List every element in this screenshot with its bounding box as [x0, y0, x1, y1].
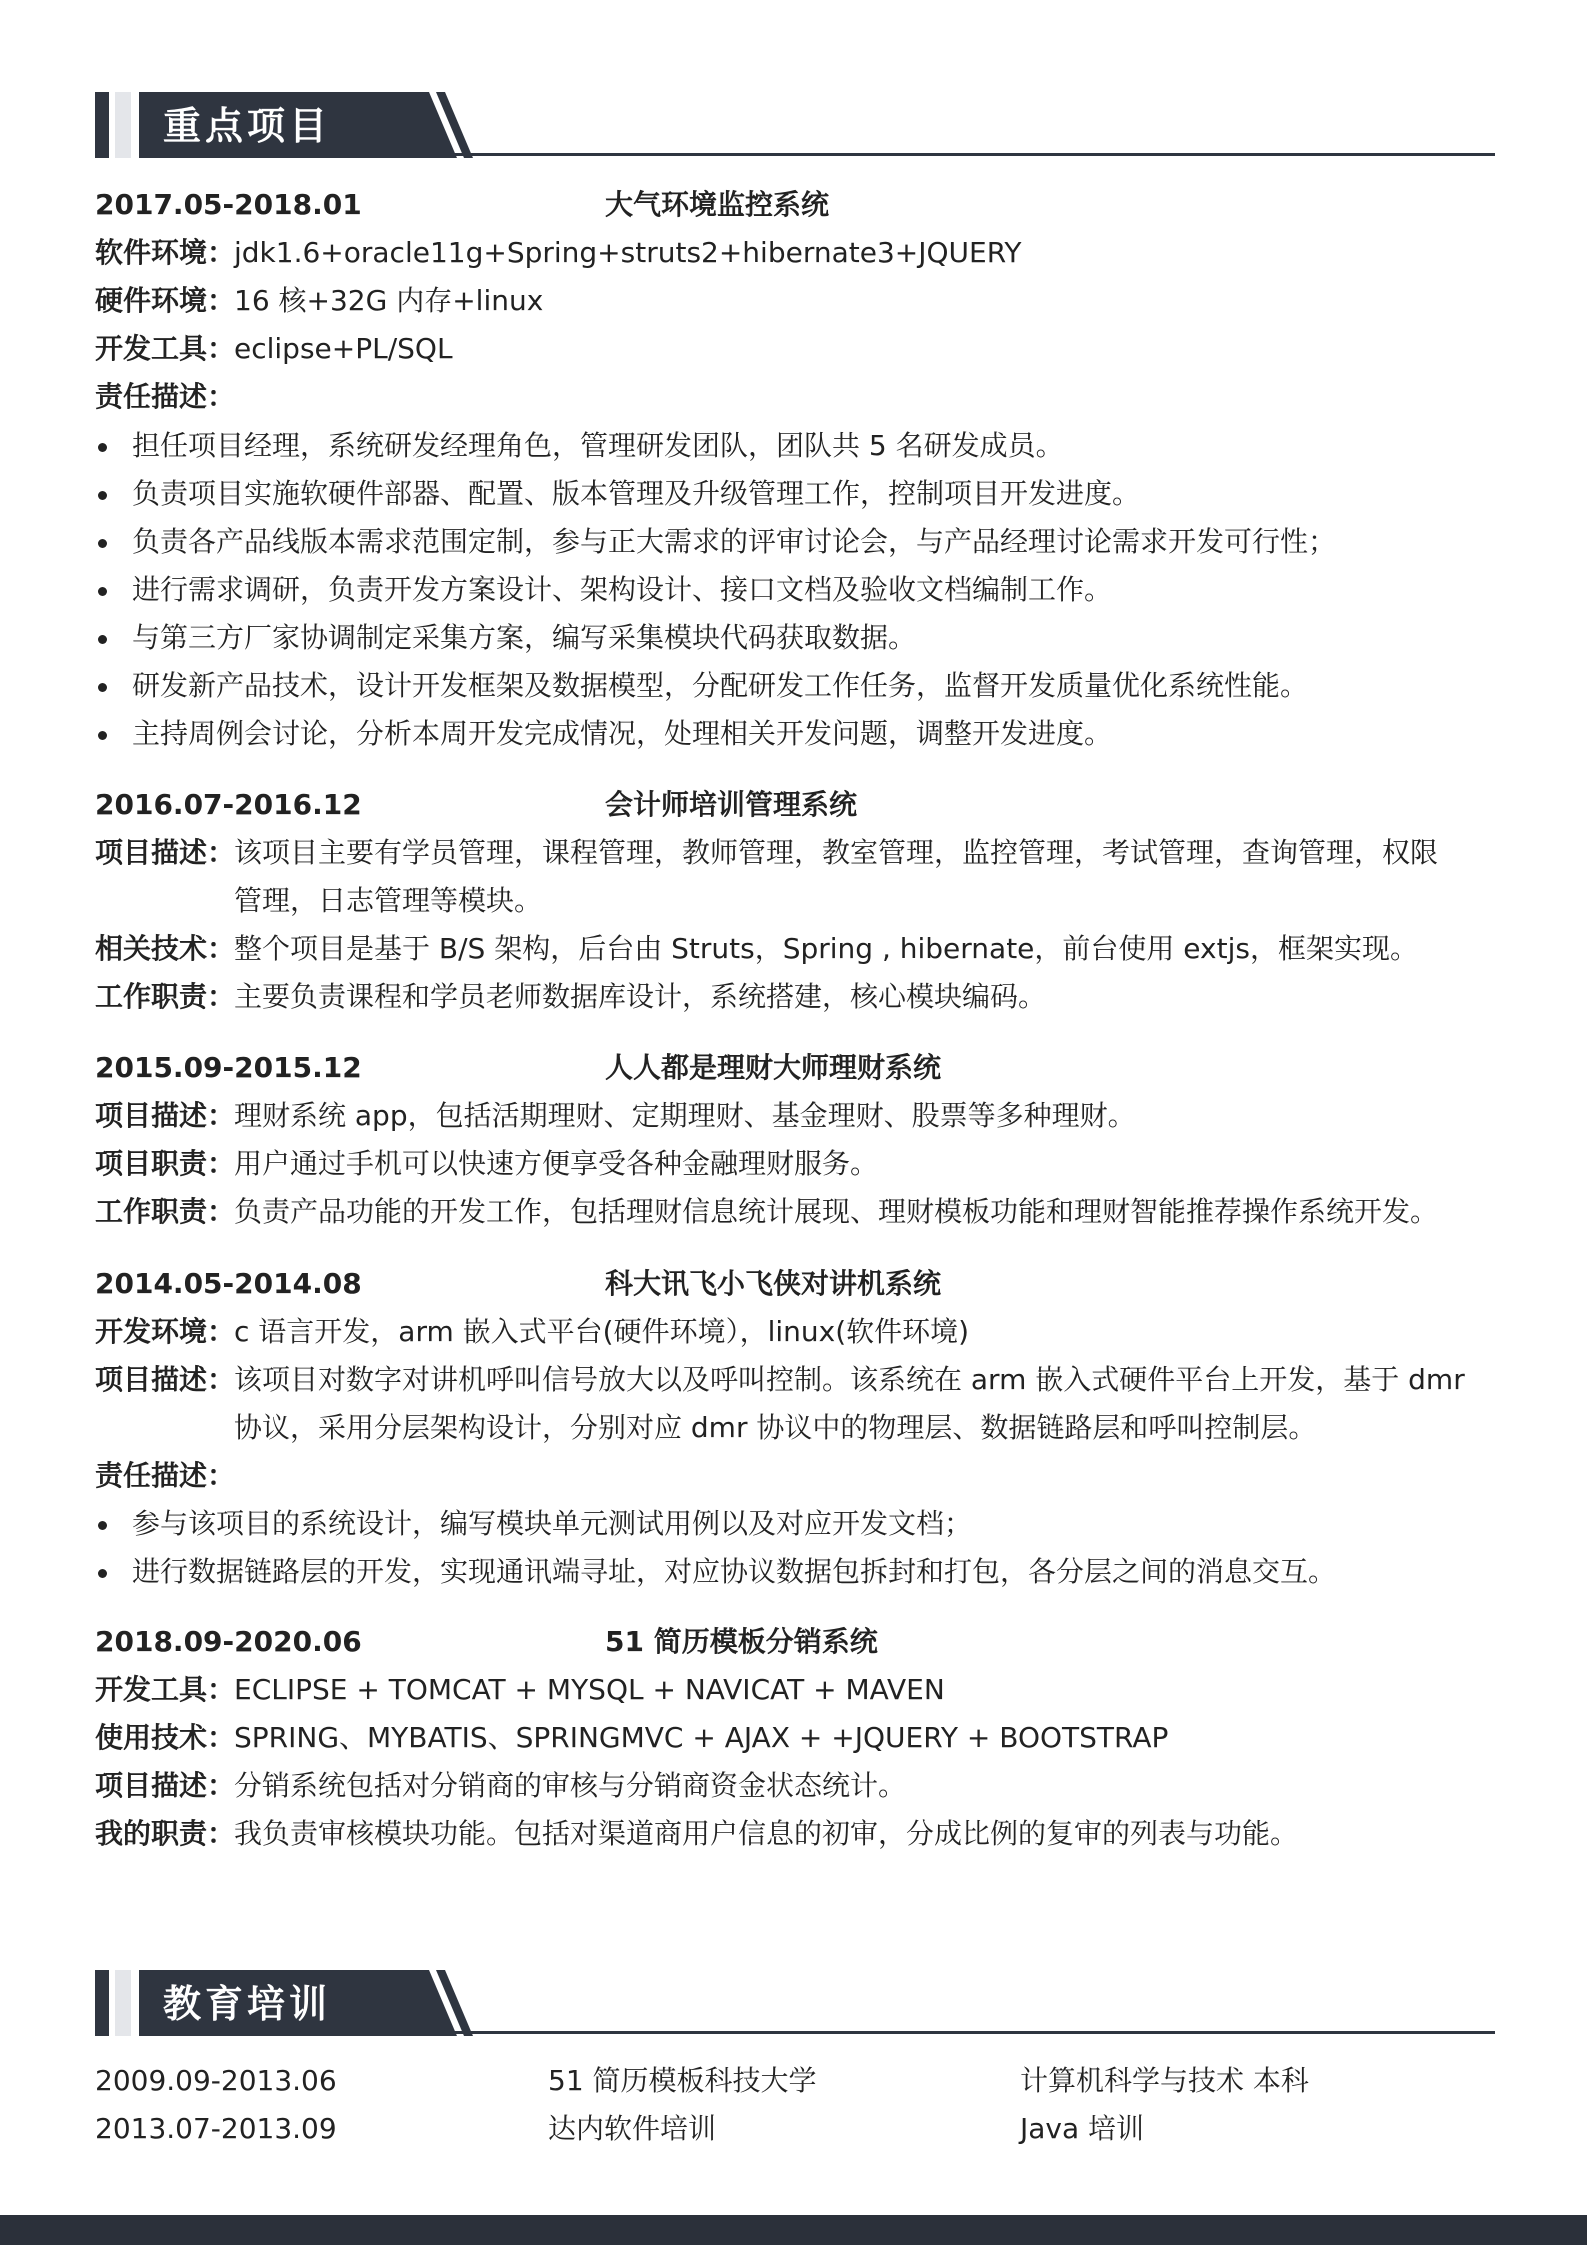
field-label: 工作职责：: [95, 1195, 236, 1228]
project-date: 2017.05-2018.01: [95, 188, 362, 221]
field-label: 项目描述：: [95, 836, 236, 869]
field-value: 16 核+32G 内存+linux: [234, 284, 544, 317]
header-rule: [429, 153, 1495, 156]
list-item: 参与该项目的系统设计，编写模块单元测试用例以及对应开发文档；: [132, 1507, 973, 1540]
field-value: 主要负责课程和学员老师数据库设计，系统搭建，核心模块编码。: [234, 980, 1047, 1013]
field-label: 开发环境：: [95, 1315, 236, 1348]
field-value: 整个项目是基于 B/S 架构，后台由 Struts，Spring , hibernate，前台使用 extjs，框架实现。: [234, 932, 1418, 965]
footer-bar: [0, 2215, 1587, 2245]
education-major: Java 培训: [1020, 2112, 1145, 2145]
header-rule: [429, 2031, 1495, 2034]
header-accent-bar-light: [115, 92, 131, 158]
field-value: jdk1.6+oracle11g+Spring+struts2+hibernate3+JQUERY: [234, 236, 1022, 269]
field-label: 开发工具：: [95, 1673, 236, 1706]
field-label: 相关技术：: [95, 932, 236, 965]
bullet-icon: [98, 731, 107, 740]
project-title: 会计师培训管理系统: [605, 788, 858, 821]
list-item: 担任项目经理，系统研发经理角色，管理研发团队，团队共 5 名研发成员。: [132, 429, 1064, 462]
field-value: 用户通过手机可以快速方便享受各种金融理财服务。: [234, 1147, 879, 1180]
field-value: 理财系统 app，包括活期理财、定期理财、基金理财、股票等多种理财。: [234, 1099, 1136, 1132]
field-value: 该项目对数字对讲机呼叫信号放大以及呼叫控制。该系统在 arm 嵌入式硬件平台上开发，基于 dmr: [234, 1363, 1465, 1396]
project-date: 2015.09-2015.12: [95, 1051, 362, 1084]
header-accent-bar-light: [115, 1970, 131, 2036]
field-label: 开发工具：: [95, 332, 236, 365]
field-label: 软件环境：: [95, 236, 236, 269]
project-title: 51 简历模板分销系统: [605, 1625, 878, 1658]
field-label: 项目描述：: [95, 1363, 236, 1396]
bullet-icon: [98, 491, 107, 500]
bullet-icon: [98, 683, 107, 692]
section-title: 重点项目: [163, 104, 332, 148]
project-title: 人人都是理财大师理财系统: [605, 1051, 942, 1084]
education-school: 51 简历模板科技大学: [548, 2064, 817, 2097]
education-major: 计算机科学与技术 本科: [1020, 2064, 1309, 2097]
duty-label: 责任描述：: [95, 1459, 236, 1492]
field-value: eclipse+PL/SQL: [234, 332, 453, 365]
field-value: c 语言开发，arm 嵌入式平台(硬件环境），linux(软件环境): [234, 1315, 970, 1348]
field-label: 项目描述：: [95, 1099, 236, 1132]
education-date: 2013.07-2013.09: [95, 2112, 337, 2145]
header-accent-bar: [95, 92, 109, 158]
field-label: 硬件环境：: [95, 284, 236, 317]
header-accent-bar: [95, 1970, 109, 2036]
field-label: 工作职责：: [95, 980, 236, 1013]
education-date: 2009.09-2013.06: [95, 2064, 337, 2097]
project-title: 大气环境监控系统: [605, 188, 830, 221]
project-date: 2016.07-2016.12: [95, 788, 362, 821]
list-item: 主持周例会讨论，分析本周开发完成情况，处理相关开发问题，调整开发进度。: [132, 717, 1113, 750]
bullet-icon: [98, 1521, 107, 1530]
field-value: 负责产品功能的开发工作，包括理财信息统计展现、理财模板功能和理财智能推荐操作系统开发。: [234, 1195, 1439, 1228]
list-item: 与第三方厂家协调制定采集方案，编写采集模块代码获取数据。: [132, 621, 917, 654]
field-value: 我负责审核模块功能。包括对渠道商用户信息的初审，分成比例的复审的列表与功能。: [234, 1817, 1299, 1850]
field-value-continued: 管理，日志管理等模块。: [234, 884, 543, 917]
project-date: 2014.05-2014.08: [95, 1267, 362, 1300]
project-title: 科大讯飞小飞侠对讲机系统: [605, 1267, 942, 1300]
field-label: 项目描述：: [95, 1769, 236, 1802]
list-item: 进行需求调研，负责开发方案设计、架构设计、接口文档及验收文档编制工作。: [132, 573, 1113, 606]
education-section-header: [95, 1970, 1495, 2036]
section-title: 教育培训: [163, 1982, 332, 2026]
field-label: 我的职责：: [95, 1817, 236, 1850]
bullet-icon: [98, 635, 107, 644]
education-school: 达内软件培训: [548, 2112, 717, 2145]
bullet-icon: [98, 587, 107, 596]
field-label: 使用技术：: [95, 1721, 236, 1754]
list-item: 研发新产品技术，设计开发框架及数据模型，分配研发工作任务，监督开发质量优化系统性能。: [132, 669, 1309, 702]
field-label: 项目职责：: [95, 1147, 236, 1180]
field-value: 该项目主要有学员管理，课程管理，教师管理，教室管理，监控管理，考试管理，查询管理，权限: [234, 836, 1439, 869]
duty-label: 责任描述：: [95, 380, 236, 413]
bullet-icon: [98, 443, 107, 452]
list-item: 进行数据链路层的开发，实现通讯端寻址，对应协议数据包拆封和打包，各分层之间的消息交互。: [132, 1555, 1337, 1588]
bullet-icon: [98, 1569, 107, 1578]
field-value-continued: 协议，采用分层架构设计，分别对应 dmr 协议中的物理层、数据链路层和呼叫控制层。: [234, 1411, 1317, 1444]
list-item: 负责各产品线版本需求范围定制，参与正大需求的评审讨论会，与产品经理讨论需求开发可行性；: [132, 525, 1337, 558]
field-value: ECLIPSE + TOMCAT + MYSQL + NAVICAT + MAVEN: [234, 1673, 945, 1706]
project-date: 2018.09-2020.06: [95, 1625, 362, 1658]
field-value: SPRING、MYBATIS、SPRINGMVC + AJAX + +JQUERY + BOOTSTRAP: [234, 1721, 1169, 1754]
field-value: 分销系统包括对分销商的审核与分销商资金状态统计。: [234, 1769, 907, 1802]
bullet-icon: [98, 539, 107, 548]
list-item: 负责项目实施软硬件部器、配置、版本管理及升级管理工作，控制项目开发进度。: [132, 477, 1141, 510]
projects-section-header: [95, 92, 1495, 158]
